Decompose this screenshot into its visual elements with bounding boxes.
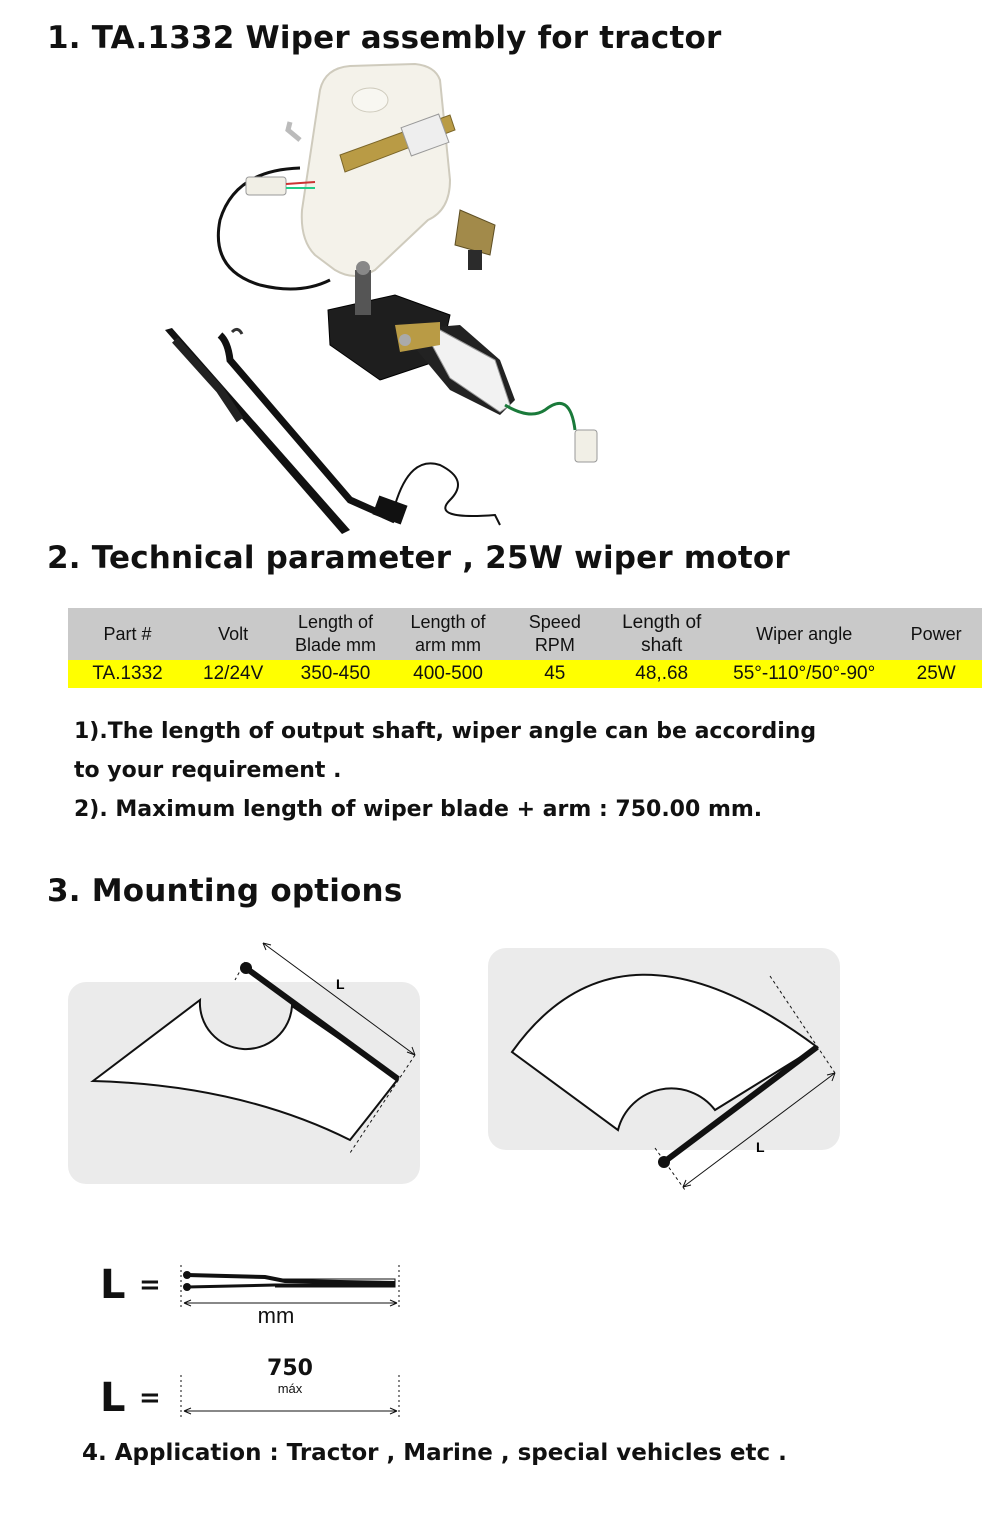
wiper-motor <box>328 261 597 462</box>
col-header-power: Power <box>890 608 982 660</box>
l-label: L <box>756 1139 765 1155</box>
washer-tank <box>288 64 495 276</box>
formula-max-l-symbol: L <box>100 1375 126 1421</box>
cell-part: TA.1332 <box>68 660 187 688</box>
col-header-part: Part # <box>68 608 187 660</box>
note-2: 2). Maximum length of wiper blade + arm : 750.00 mm. <box>74 797 763 822</box>
wiper-assembly-photo <box>150 60 650 540</box>
max-length-value: 750 <box>267 1356 313 1381</box>
cell-volt: 12/24V <box>187 660 279 688</box>
technical-parameter-table <box>68 608 982 688</box>
formula-max-equals: = <box>139 1383 161 1413</box>
table-header-row <box>68 608 982 660</box>
col-header-wiper-angle: Wiper angle <box>718 608 890 660</box>
max-length-label: máx <box>277 1381 303 1396</box>
cell-blade: 350-450 <box>279 660 392 688</box>
mounting-option-2-diagram <box>480 940 850 1200</box>
cell-shaft: 48,.68 <box>605 660 718 688</box>
mounting-option-1-diagram <box>60 935 430 1195</box>
note-1-line-1: 1).The length of output shaft, wiper angle can be according <box>74 719 817 744</box>
formula-equals: = <box>139 1270 161 1300</box>
section-2-title: 2. Technical parameter , 25W wiper motor <box>47 540 790 576</box>
l-label: L <box>336 976 345 992</box>
col-header-speed: Speed RPM <box>504 608 605 660</box>
cell-arm: 400-500 <box>392 660 505 688</box>
note-1-line-2: to your requirement . <box>74 758 342 783</box>
application-note: 4. Application : Tractor , Marine , special vehicles etc . <box>82 1440 787 1466</box>
pivot-point <box>658 1156 670 1168</box>
table-row <box>68 660 982 688</box>
section-3-title: 3. Mounting options <box>47 873 403 909</box>
col-header-shaft: Length of shaft <box>605 608 718 660</box>
formula-l-symbol: L <box>100 1262 126 1308</box>
unit-label: mm <box>257 1303 295 1328</box>
max-length-dimension-icon <box>175 1375 405 1420</box>
col-header-arm: Length of arm mm <box>392 608 505 660</box>
cell-speed: 45 <box>504 660 605 688</box>
col-header-blade: Length of Blade mm <box>279 608 392 660</box>
cell-power: 25W <box>890 660 982 688</box>
section-1-title: 1. TA.1332 Wiper assembly for tractor <box>47 20 722 56</box>
col-header-volt: Volt <box>187 608 279 660</box>
cell-wiper-angle: 55°-110°/50°-90° <box>718 660 890 688</box>
